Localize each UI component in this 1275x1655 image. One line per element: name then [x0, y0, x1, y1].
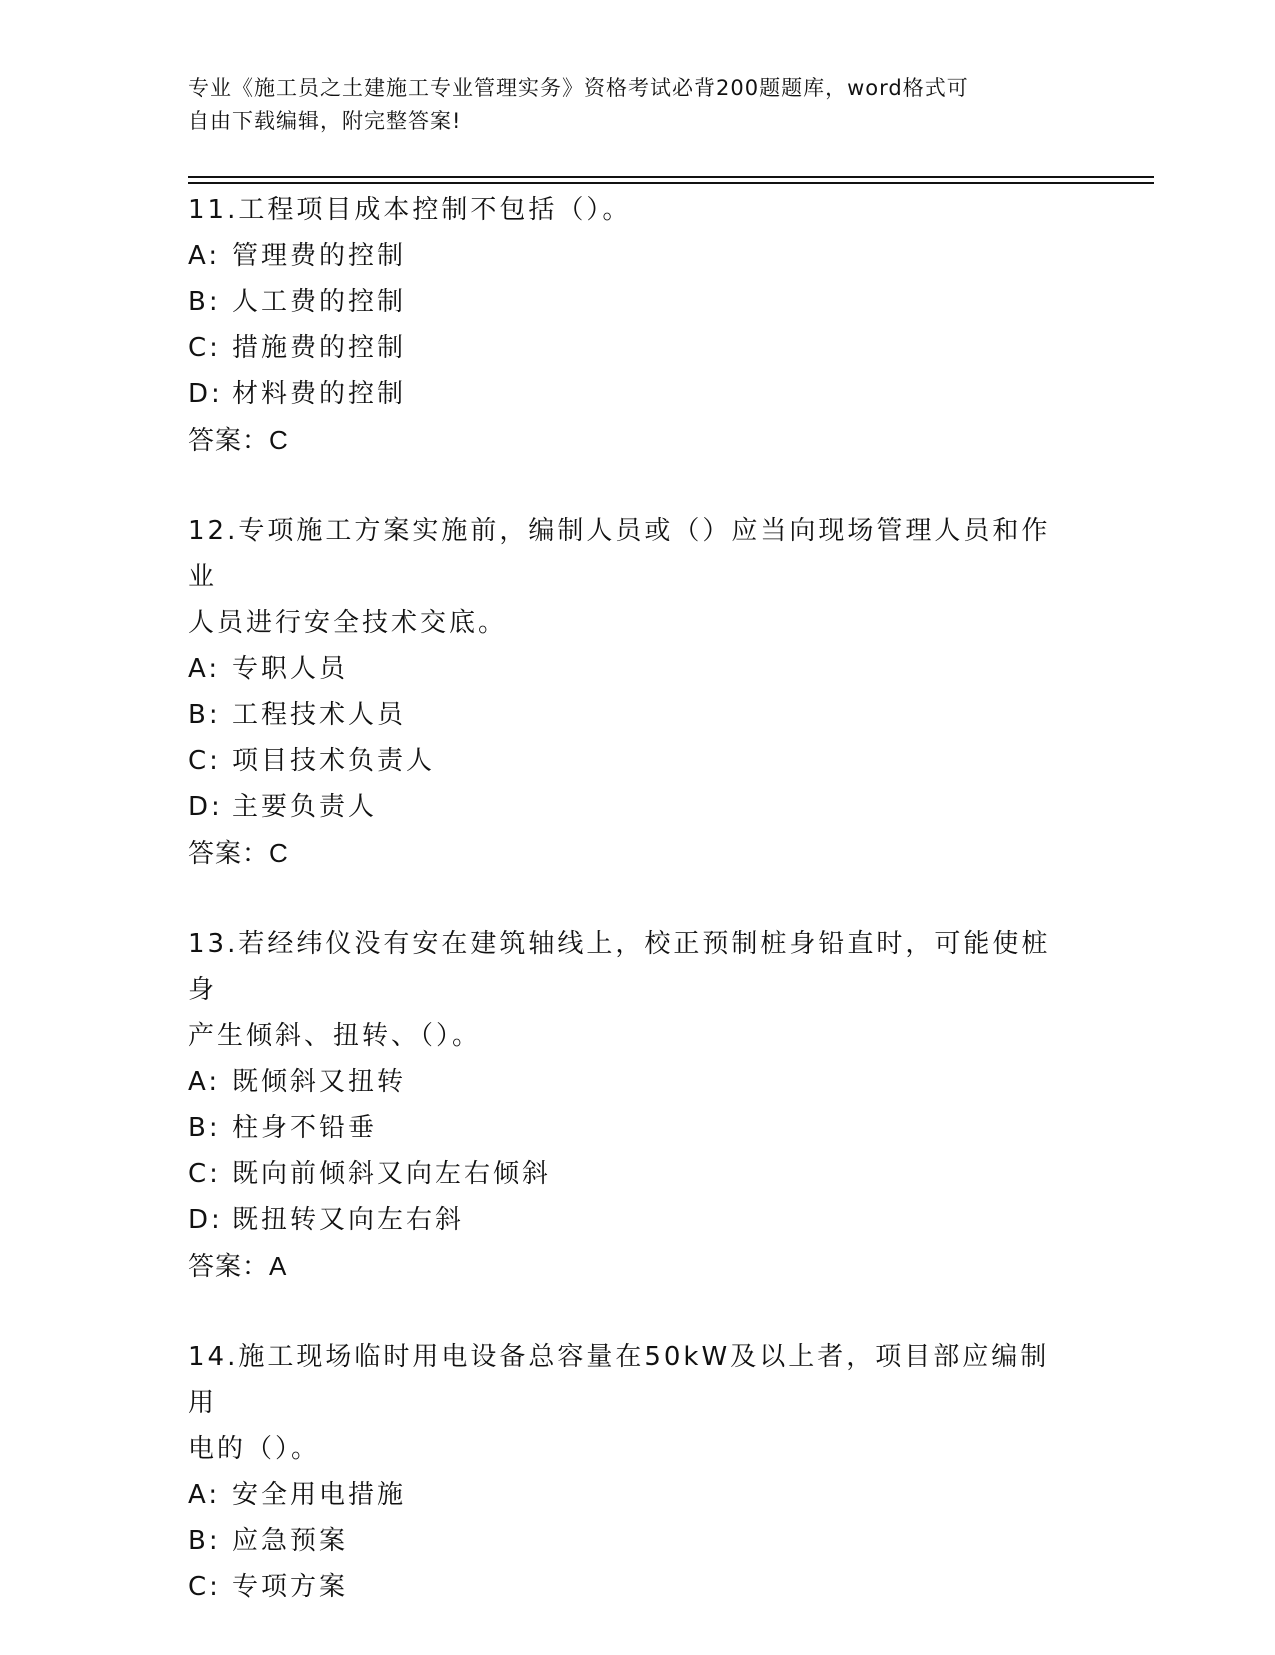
- option-text: 人工费的控制: [232, 287, 407, 317]
- document-header: [188, 72, 1068, 138]
- option-row: [188, 279, 1078, 325]
- option-row: [188, 1518, 1078, 1564]
- option-label: A:: [188, 654, 221, 684]
- option-text: 既向前倾斜又向左右倾斜: [232, 1159, 552, 1189]
- question-stem-line: 12.专项施工方案实施前，编制人员或（）应当向现场管理人员和作业: [188, 516, 1051, 592]
- option-text: 管理费的控制: [232, 241, 407, 271]
- option-text: 工程技术人员: [232, 700, 407, 730]
- option-label: C:: [188, 1159, 221, 1189]
- question-stem-line: 13.若经纬仪没有安在建筑轴线上，校正预制桩身铅直时，可能使桩身: [188, 929, 1051, 1005]
- option-label: B:: [188, 1526, 221, 1556]
- option-row: [188, 1151, 1078, 1197]
- option-text: 既倾斜又扭转: [232, 1067, 407, 1097]
- option-row: [188, 1564, 1078, 1610]
- option-label: D:: [188, 1205, 223, 1235]
- option-label: C:: [188, 333, 221, 363]
- header-line-2: 自由下载编辑，附完整答案!: [188, 109, 462, 133]
- option-text: 主要负责人: [232, 792, 378, 822]
- option-label: D:: [188, 379, 223, 409]
- question-stem-line: 产生倾斜、扭转、（）。: [188, 1021, 482, 1051]
- answer-line: 答案：C: [188, 425, 289, 455]
- option-text: 专职人员: [232, 654, 349, 684]
- option-text: 项目技术负责人: [232, 746, 436, 776]
- question-block: [188, 1334, 1078, 1610]
- option-text: 专项方案: [232, 1572, 349, 1602]
- answer-line: 答案：A: [188, 1251, 288, 1281]
- option-row: [188, 784, 1078, 830]
- option-label: A:: [188, 1067, 221, 1097]
- option-row: [188, 371, 1078, 417]
- option-row: [188, 1105, 1078, 1151]
- header-line-1: 专业《施工员之土建施工专业管理实务》资格考试必背200题题库，word格式可: [188, 76, 969, 100]
- option-label: C:: [188, 746, 221, 776]
- option-label: A:: [188, 241, 221, 271]
- option-row: [188, 738, 1078, 784]
- header-divider-bottom: [188, 182, 1154, 184]
- option-label: C:: [188, 1572, 221, 1602]
- option-row: [188, 646, 1078, 692]
- answer-line: 答案：C: [188, 838, 289, 868]
- question-block: [188, 187, 1078, 463]
- option-label: B:: [188, 1113, 221, 1143]
- header-divider-top: [188, 176, 1154, 178]
- option-label: A:: [188, 1480, 221, 1510]
- option-text: 安全用电措施: [232, 1480, 407, 1510]
- option-row: [188, 233, 1078, 279]
- option-label: D:: [188, 792, 223, 822]
- option-text: 既扭转又向左右斜: [232, 1205, 465, 1235]
- question-list: [188, 187, 1078, 1655]
- option-row: [188, 1472, 1078, 1518]
- question-stem-line: 11.工程项目成本控制不包括（）。: [188, 195, 632, 225]
- question-stem-line: 14.施工现场临时用电设备总容量在50kW及以上者，项目部应编制用: [188, 1342, 1050, 1418]
- option-row: [188, 1059, 1078, 1105]
- option-row: [188, 692, 1078, 738]
- option-row: [188, 325, 1078, 371]
- option-text: 材料费的控制: [232, 379, 407, 409]
- option-label: B:: [188, 287, 221, 317]
- question-stem-line: 电的（）。: [188, 1434, 321, 1464]
- option-text: 柱身不铅垂: [232, 1113, 378, 1143]
- question-block: [188, 508, 1078, 876]
- option-text: 措施费的控制: [232, 333, 407, 363]
- question-stem-line: 人员进行安全技术交底。: [188, 608, 508, 638]
- option-row: [188, 1197, 1078, 1243]
- option-label: B:: [188, 700, 221, 730]
- option-text: 应急预案: [232, 1526, 349, 1556]
- question-block: [188, 921, 1078, 1289]
